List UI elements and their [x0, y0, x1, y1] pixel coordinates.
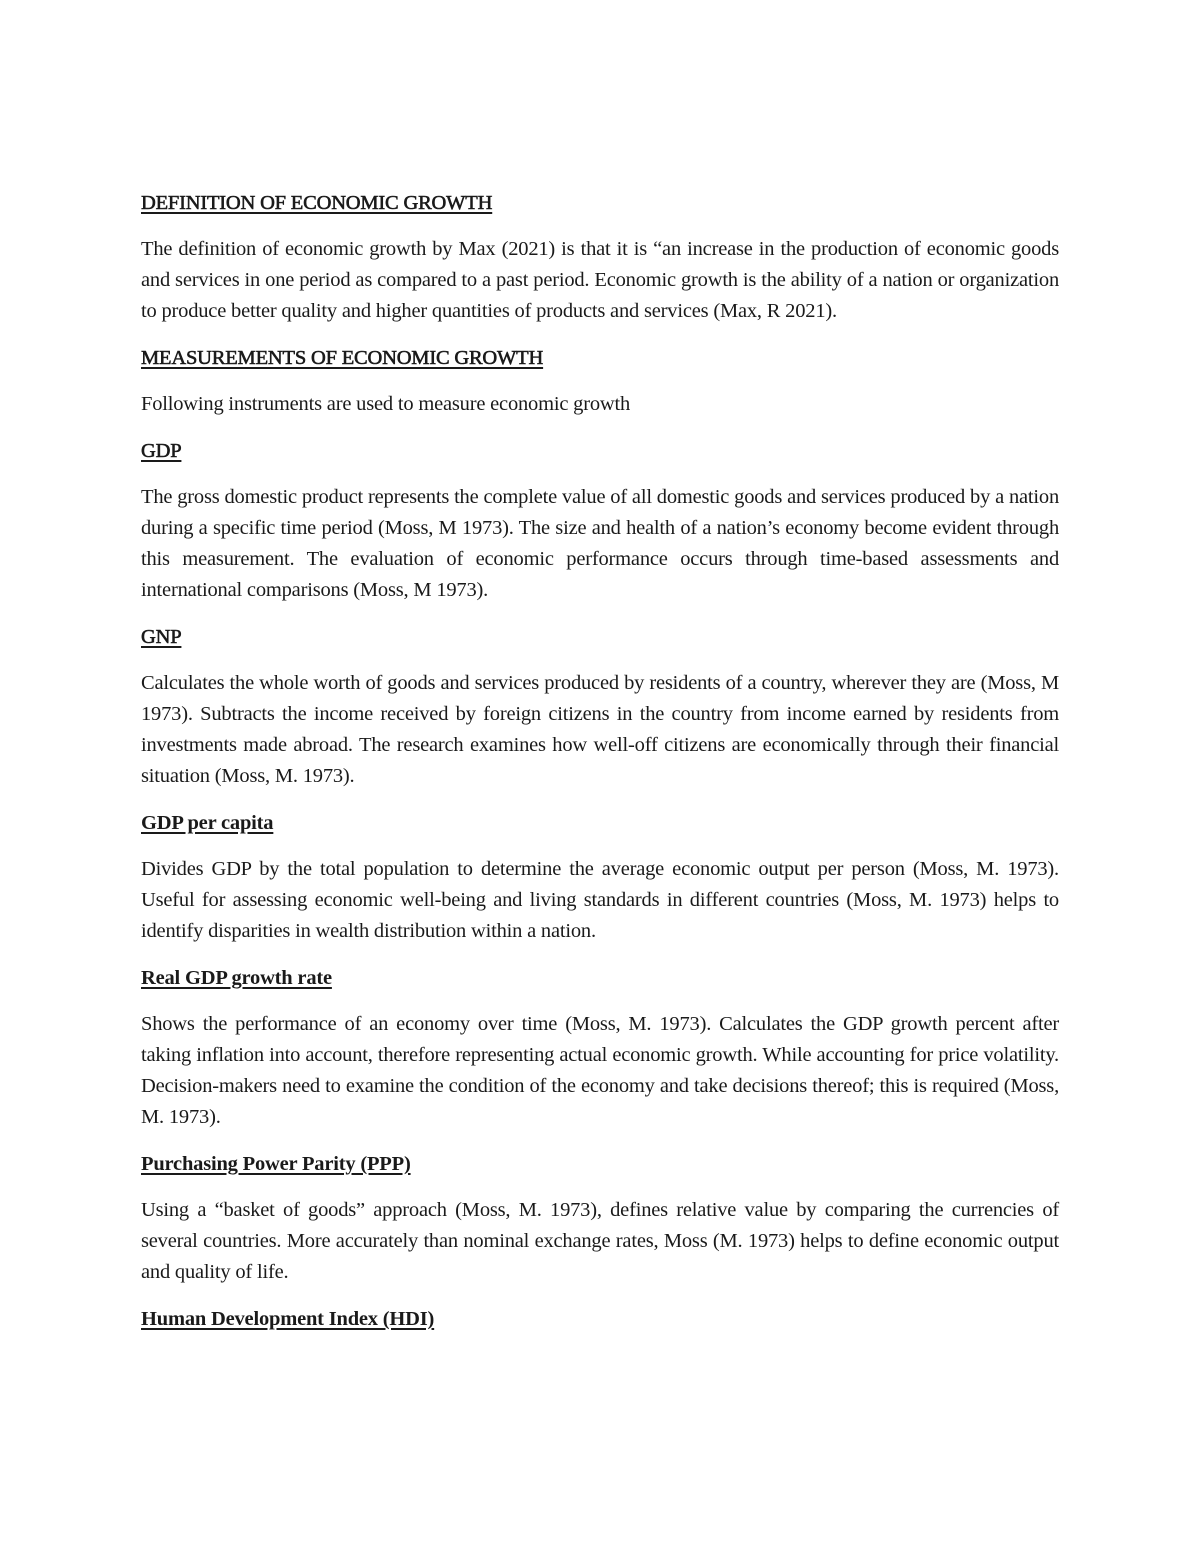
heading-gdp: GDP [141, 440, 182, 462]
heading-hdi: Human Development Index (HDI) [141, 1308, 435, 1330]
paragraph-gdp-per-capita: Divides GDP by the total population to determine the average economic output per person (Moss, M. 1973). Useful for assessing economic well-being and living standards in different countries (Moss, M. 1973) helps to identify disparities in wealth distribution within a nation. [141, 858, 1059, 942]
paragraph-real-gdp-growth-rate: Shows the performance of an economy over time (Moss, M. 1973). Calculates the GDP growth percent after taking inflation into account, therefore representing actual economic growth. While accounting for price volatility. Decision-makers need to examine the condition of the economy and take decisions thereof; this is required (Moss, M. 1973). [141, 1013, 1059, 1128]
paragraph-gnp: Calculates the whole worth of goods and services produced by residents of a country, wherever they are (Moss, M 1973). Subtracts the income received by foreign citizens in the country from income earned by residents from investments made abroad. The research examines how well-off citizens are economically through their financial situation (Moss, M. 1973). [141, 672, 1059, 787]
heading-gdp-per-capita: GDP per capita [141, 812, 274, 834]
paragraph-ppp: Using a “basket of goods” approach (Moss, M. 1973), defines relative value by comparing the currencies of several countries. More accurately than nominal exchange rates, Moss (M. 1973) helps to define economic output and quality of life. [141, 1199, 1059, 1283]
heading-measurements: MEASUREMENTS OF ECONOMIC GROWTH [141, 347, 544, 369]
paragraph-measurements: Following instruments are used to measure economic growth [141, 393, 631, 415]
heading-ppp: Purchasing Power Parity (PPP) [141, 1153, 411, 1175]
paragraph-gdp: The gross domestic product represents the complete value of all domestic goods and services produced by a nation during a specific time period (Moss, M 1973). The size and health of a nation’s economy become evident through this measurement. The evaluation of economic performance occurs through time-based assessments and international comparisons (Moss, M 1973). [141, 486, 1059, 601]
heading-definition: DEFINITION OF ECONOMIC GROWTH [141, 192, 493, 214]
document-page [141, 188, 1059, 1350]
heading-gnp: GNP [141, 626, 182, 648]
heading-real-gdp-growth-rate: Real GDP growth rate [141, 967, 332, 989]
paragraph-definition: The definition of economic growth by Max (2021) is that it is “an increase in the production of economic goods and services in one period as compared to a past period. Economic growth is the ability of a nation or organization to produce better quality and higher quantities of products and services (Max, R 2021). [141, 238, 1059, 322]
